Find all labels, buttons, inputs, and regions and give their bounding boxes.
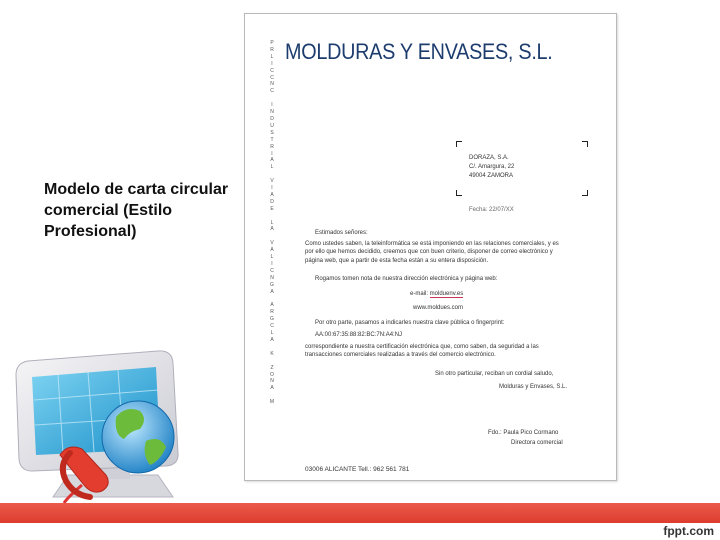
sidebar-letter: N — [270, 81, 274, 88]
sidebar-letter: Z — [270, 364, 274, 371]
sidebar-letter: A — [270, 336, 274, 343]
sidebar-letter: S — [270, 129, 274, 136]
sidebar-letter: A — [270, 226, 274, 233]
body-paragraph: Como ustedes saben, la teleinformática se está imponiendo en las relaciones comerciales, y es por ello que hemos decidido, creemos que con buen criterio, disponer de correo electrónico y página web, que a partir de esta fecha están a su entera disposición. — [305, 241, 559, 264]
sidebar-letter: D — [270, 198, 274, 205]
body-paragraph: correspondiente a nuestra certificación electrónica que, como saben, da seguridad a las transacciones comerciales realizadas a través del comercio electrónico. — [305, 344, 539, 359]
closing: Sin otro particular, reciban un cordial saludo, — [435, 371, 554, 377]
sidebar-letter — [268, 171, 276, 178]
monitor-globe-phone-icon — [8, 325, 198, 510]
recipient-line: DORAZA, S.A. — [469, 155, 509, 161]
sidebar-letter — [268, 296, 276, 303]
email-link: molduenv.es — [429, 291, 464, 297]
sidebar-letter: I — [271, 60, 273, 67]
sidebar-letter: U — [270, 122, 274, 129]
sidebar-letter: L — [270, 164, 274, 171]
sidebar-letter — [268, 344, 276, 351]
sidebar-letter: C — [270, 74, 274, 81]
sidebar-letter: T — [270, 136, 274, 143]
signed-by: Fdo.: Paula Pico Cormano — [488, 430, 559, 436]
signer-role: Directora comercial — [511, 440, 563, 446]
sidebar-letter: N — [270, 274, 274, 281]
email-line — [410, 290, 463, 298]
address-frame-corner — [582, 190, 588, 196]
sidebar-letter: G — [270, 281, 274, 288]
body-line: Rogamos tomen nota de nuestra dirección electrónica y página web: — [315, 276, 498, 282]
letter-footer: 03006 ALICANTE Tell.: 962 561 781 — [305, 466, 410, 473]
sidebar-letter: A — [270, 157, 274, 164]
sidebar-letter — [268, 358, 276, 365]
sidebar-letter: I — [271, 185, 273, 192]
sidebar-letter: V — [270, 178, 274, 185]
sidebar-letter: N — [270, 378, 274, 385]
sidebar-letter: C — [270, 323, 274, 330]
recipient-line: 49004 ZAMORA — [469, 173, 514, 179]
sidebar-letter: E — [270, 205, 274, 212]
sidebar-letter: I — [271, 150, 273, 157]
company-name: MOLDURAS Y ENVASES, S.L. — [285, 39, 553, 64]
sidebar-letter: A — [270, 288, 274, 295]
sidebar-letter: I — [271, 102, 273, 109]
sidebar-letter: R — [270, 46, 274, 53]
sidebar-letter: R — [270, 309, 274, 316]
sidebar-letter: C — [270, 267, 274, 274]
sidebar-letter: L — [270, 254, 274, 261]
sidebar-letter: C — [270, 67, 274, 74]
recipient-address — [469, 154, 514, 181]
sidebar-letter: A — [270, 385, 274, 392]
email-label: e-mail: — [410, 291, 430, 297]
recipient-line: C/. Amargura, 22 — [469, 164, 515, 170]
address-frame-corner — [456, 190, 462, 196]
address-frame-corner — [582, 141, 588, 147]
slide-title: Modelo de carta circular comercial (Estilo Profesional) — [44, 181, 229, 240]
sidebar-letter — [268, 95, 276, 102]
sidebar-letter — [268, 213, 276, 220]
sidebar-letter — [268, 392, 276, 399]
website: www.moldues.com — [413, 305, 464, 311]
signature-company: Molduras y Envases, S.L. — [499, 384, 568, 390]
letter-date: Fecha: 22/07/XX — [469, 207, 514, 213]
sidebar-letter: D — [270, 115, 274, 122]
letter-sidebar-address — [268, 40, 276, 406]
bottom-banner — [0, 503, 720, 523]
sidebar-letter: A — [270, 302, 274, 309]
sidebar-letter: I — [271, 261, 273, 267]
sidebar-letter: O — [270, 371, 274, 378]
sidebar-letter: L — [270, 330, 274, 337]
sidebar-letter: A — [270, 247, 274, 254]
body-line: Por otro parte, pasamos a indicarles nuestra clave pública o fingerprint: — [315, 320, 505, 326]
sidebar-letter: G — [270, 316, 274, 323]
sidebar-letter: L — [270, 53, 274, 60]
sidebar-letter: P — [270, 40, 274, 46]
sidebar-letter: V — [270, 240, 274, 247]
sidebar-letter: N — [270, 109, 274, 116]
key-code: AA:00:67:35:88:82:BC:7N:A4:NJ — [315, 332, 403, 338]
sidebar-letter — [268, 233, 276, 240]
brand-logo: fppt.com — [663, 524, 714, 538]
sidebar-letter: C — [270, 88, 274, 95]
sidebar-letter: K — [270, 350, 274, 357]
sidebar-letter: L — [270, 219, 274, 226]
letter-preview — [244, 13, 617, 481]
sidebar-letter: M — [269, 399, 275, 406]
address-frame-corner — [456, 141, 462, 147]
sidebar-letter: A — [270, 191, 274, 198]
sidebar-letter: R — [270, 143, 274, 150]
greeting: Estimados señores: — [315, 230, 368, 236]
